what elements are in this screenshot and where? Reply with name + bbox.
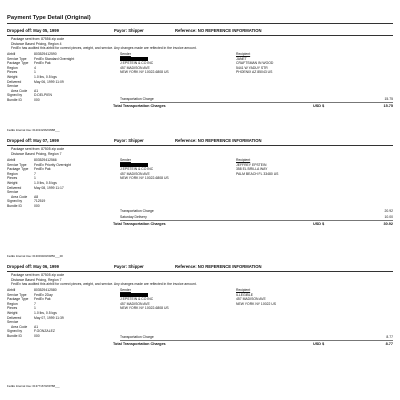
recipient-line: PALM BEACH FL 33480 US bbox=[236, 171, 279, 176]
detail-value: A1 bbox=[34, 88, 39, 93]
sender-line: J EPSTEIN & CO INC bbox=[120, 167, 154, 172]
note-line: Package sent from: 87505 zip code bbox=[11, 147, 65, 151]
internal-use-text: FedEx Internal Use: 012013236/03988___ bbox=[7, 128, 60, 132]
detail-value: 1 bbox=[34, 306, 36, 311]
charge-label: Transportation Charge bbox=[120, 335, 154, 339]
detail-value: May 06, 1999 11:09 bbox=[34, 79, 64, 84]
detail-value: 1 bbox=[34, 176, 36, 181]
total-currency: USD $ bbox=[313, 104, 325, 108]
header-reference: Reference: NO REFERENCE INFORMATION bbox=[175, 264, 262, 269]
detail-value: 8035294125​90 bbox=[34, 52, 57, 56]
recipient-line: JEFFREY EPSTEIN bbox=[236, 162, 267, 167]
detail-label: Service Type bbox=[7, 292, 27, 297]
detail-value: 7 bbox=[34, 171, 36, 176]
sender-label: Sender bbox=[120, 52, 131, 56]
note-line: FedEx has audited this airbill for correct pieces, weight, and service. Any changes made are reflected in the invoice amount. bbox=[11, 46, 197, 51]
shipment-details bbox=[7, 288, 64, 339]
charge-amount: 15.75 bbox=[384, 97, 393, 101]
total-amount: 15.75 bbox=[383, 104, 393, 108]
charge-row bbox=[120, 335, 393, 339]
redaction-bar bbox=[120, 163, 148, 167]
header-dropped: Dropped off: May 05, 1999 bbox=[7, 28, 59, 33]
total-row bbox=[113, 222, 393, 226]
charge-label: Transportation Charge bbox=[120, 209, 154, 213]
total-currency: USD $ bbox=[313, 342, 325, 346]
detail-value: 4 bbox=[34, 65, 36, 70]
redaction-bar bbox=[120, 293, 148, 297]
sender-line: 457 MADISON AVE bbox=[120, 301, 150, 306]
total-label: Total Transportation Charges bbox=[113, 222, 166, 226]
detail-value: FedEx Pak bbox=[34, 61, 51, 66]
section-header bbox=[7, 263, 393, 271]
detail-label: Pieces bbox=[7, 70, 18, 75]
sender-line: J EPSTEIN & CO INC bbox=[120, 297, 154, 302]
internal-use-text: FedEx Internal Use: 013771670/09788___ bbox=[7, 384, 60, 388]
sender-line: J EPSTEIN & CO INC bbox=[120, 61, 154, 66]
detail-label: Area Code bbox=[11, 88, 28, 93]
note-line: FedEx has audited this airbill for correct pieces, weight, and service. Any changes made are reflected in the invoice amount. bbox=[11, 282, 197, 287]
detail-value: A1 bbox=[34, 324, 39, 329]
section-notes bbox=[11, 37, 197, 51]
detail-label: Airbill bbox=[7, 158, 16, 162]
section-notes bbox=[11, 273, 197, 287]
detail-label: Package Type bbox=[7, 297, 29, 302]
recipient-line: 358 EL BRILLA WAY bbox=[236, 167, 268, 172]
shipment-details bbox=[7, 52, 74, 103]
sender-line: 457 MADISON AVE bbox=[120, 65, 150, 70]
sender-block bbox=[120, 52, 169, 75]
detail-row bbox=[7, 204, 71, 209]
sender-line: NEW YORK NY 10022-6808 US bbox=[120, 176, 169, 181]
note-line: Distance Based Pricing, Region 4 bbox=[11, 41, 62, 46]
total-label: Total Transportation Charges bbox=[113, 104, 166, 108]
detail-label: Pieces bbox=[7, 176, 18, 181]
charges-rule bbox=[120, 220, 393, 221]
detail-label: Area Code bbox=[11, 194, 28, 199]
sender-line: 457 MADISON AVE bbox=[120, 171, 150, 176]
detail-label: Signed by bbox=[7, 199, 23, 204]
detail-value: F.GONZALEZ bbox=[34, 329, 55, 334]
recipient-block bbox=[236, 288, 276, 306]
internal-use-line bbox=[7, 384, 60, 388]
recipient-line: JANET bbox=[236, 56, 247, 61]
total-label: Total Transportation Charges bbox=[113, 342, 166, 346]
charge-row bbox=[120, 215, 393, 219]
detail-label: Service Type bbox=[7, 56, 27, 61]
charge-row bbox=[120, 97, 393, 101]
detail-value: 7 bbox=[34, 301, 36, 306]
section-header bbox=[7, 137, 393, 145]
detail-value: 1.0 lbs, 0.5 kgs bbox=[34, 74, 57, 79]
detail-value: 000 bbox=[34, 203, 40, 208]
sender-block bbox=[120, 288, 169, 311]
charge-amount: 8.77 bbox=[386, 335, 393, 339]
header-rule bbox=[7, 35, 393, 36]
detail-value: 1.0 lbs, 0.5 kgs bbox=[34, 180, 57, 185]
shipment-section bbox=[7, 137, 393, 262]
note-line: Package sent from: 87505 zip code bbox=[11, 273, 65, 277]
detail-label: Signed by bbox=[7, 329, 23, 334]
detail-value: 8035294125​66 bbox=[34, 158, 57, 162]
charge-label: Saturday Delivery bbox=[120, 215, 147, 219]
detail-row bbox=[7, 98, 74, 103]
recipient-line: NEW YORK NY 10022 US bbox=[236, 301, 277, 306]
internal-use-line bbox=[7, 128, 60, 132]
charge-label: Transportation Charge bbox=[120, 97, 154, 101]
recipient-line: PHOENIX AZ 85043 US bbox=[236, 70, 273, 75]
detail-value: 712519 bbox=[34, 199, 46, 204]
redaction-bar bbox=[120, 57, 148, 61]
detail-value: 000 bbox=[34, 333, 40, 338]
shipment-section bbox=[7, 263, 393, 388]
detail-label: Weight bbox=[7, 180, 18, 185]
header-payor: Payor: Shipper bbox=[114, 264, 144, 269]
detail-label: Service bbox=[7, 84, 19, 89]
detail-value: 000 bbox=[34, 97, 40, 102]
shipment-details bbox=[7, 158, 71, 209]
charges-rule bbox=[120, 102, 393, 103]
detail-value: D.DELPIEN bbox=[34, 93, 52, 98]
header-rule bbox=[7, 271, 393, 272]
detail-label: Package Type bbox=[7, 167, 29, 172]
sender-line: NEW YORK NY 10022-6808 US bbox=[120, 70, 169, 75]
detail-label: Signed by bbox=[7, 93, 23, 98]
detail-value: May 07, 1999 11:39 bbox=[34, 315, 64, 320]
detail-value: May 08, 1999 11:17 bbox=[34, 185, 64, 190]
note-line: Distance Based Pricing, Region 7 bbox=[11, 277, 62, 282]
detail-label: Bundle ID bbox=[7, 97, 22, 102]
note-line: Package sent from: 87556 zip code bbox=[11, 37, 65, 41]
note-line: Distance Based Pricing, Region 7 bbox=[11, 151, 62, 156]
charges-rule bbox=[120, 340, 393, 341]
detail-label: Bundle ID bbox=[7, 203, 22, 208]
detail-label: Pieces bbox=[7, 306, 18, 311]
recipient-line: 457 MADISON AVE bbox=[236, 297, 266, 302]
detail-value: 1 bbox=[34, 70, 36, 75]
sender-label: Sender bbox=[120, 288, 131, 292]
header-rule bbox=[7, 145, 393, 146]
total-row bbox=[113, 342, 393, 346]
recipient-line: ILLEGIBLE bbox=[236, 292, 253, 297]
detail-label: Airbill bbox=[7, 52, 16, 56]
total-currency: USD $ bbox=[313, 222, 325, 226]
detail-label: Package Type bbox=[7, 61, 29, 66]
section-notes bbox=[11, 147, 64, 156]
section-header bbox=[7, 27, 393, 35]
detail-label: Service bbox=[7, 190, 19, 195]
detail-label: Bundle ID bbox=[7, 333, 22, 338]
detail-label: Region bbox=[7, 171, 18, 176]
detail-label: Weight bbox=[7, 74, 18, 79]
detail-row bbox=[7, 334, 64, 339]
sender-label: Sender bbox=[120, 158, 131, 162]
title-rule bbox=[7, 23, 393, 24]
detail-label: Weight bbox=[7, 310, 18, 315]
header-dropped: Dropped off: May 07, 1999 bbox=[7, 138, 59, 143]
detail-label: Delivered bbox=[7, 315, 22, 320]
charge-row bbox=[120, 209, 393, 213]
total-amount: 8.77 bbox=[385, 342, 393, 346]
sender-line: NEW YORK NY 10022-6808 US bbox=[120, 306, 169, 311]
detail-value: 1.0 lbs, 0.5 kgs bbox=[34, 310, 57, 315]
detail-value: FedEx Priority Overnight bbox=[34, 162, 71, 167]
header-payor: Payor: Shipper bbox=[114, 28, 144, 33]
internal-use-line bbox=[7, 254, 63, 258]
detail-value: FedEx 2Day bbox=[34, 292, 53, 297]
recipient-block bbox=[236, 158, 278, 176]
recipient-line: 5441 W YADUY STR bbox=[236, 65, 268, 70]
detail-label: Airbill bbox=[7, 288, 16, 292]
detail-label: Service Type bbox=[7, 162, 27, 167]
detail-label: Service bbox=[7, 320, 19, 325]
recipient-block bbox=[236, 52, 273, 75]
detail-label: Delivered bbox=[7, 79, 22, 84]
page-title: Payment Type Detail (Original) bbox=[7, 15, 91, 21]
recipient-label: Recipient bbox=[236, 158, 251, 162]
detail-label: Delivered bbox=[7, 185, 22, 190]
shipment-section bbox=[7, 27, 393, 152]
header-dropped: Dropped off: May 06, 1999 bbox=[7, 264, 59, 269]
header-reference: Reference: NO REFERENCE INFORMATION bbox=[175, 28, 262, 33]
detail-value: FedEx Pak bbox=[34, 167, 51, 172]
internal-use-text: FedEx Internal Use: 013003400/04850___00 bbox=[7, 254, 63, 258]
recipient-label: Recipient bbox=[236, 52, 251, 56]
detail-label: Region bbox=[7, 65, 18, 70]
total-row bbox=[113, 104, 393, 108]
recipient-line: CRAFTSMAN IN WOOD bbox=[236, 61, 274, 66]
detail-label: Area Code bbox=[11, 324, 28, 329]
detail-value: FedEx Pak bbox=[34, 297, 51, 302]
header-reference: Reference: NO REFERENCE INFORMATION bbox=[175, 138, 262, 143]
total-amount: 30.92 bbox=[383, 222, 393, 226]
charge-amount: 10.00 bbox=[384, 215, 393, 219]
sender-block bbox=[120, 158, 169, 181]
detail-value: FedEx Standard Overnight bbox=[34, 56, 75, 61]
detail-value: 8035294125​80 bbox=[34, 288, 57, 292]
charge-amount: 20.92 bbox=[384, 209, 393, 213]
detail-value: A8 bbox=[34, 194, 39, 199]
header-payor: Payor: Shipper bbox=[114, 138, 144, 143]
detail-label: Region bbox=[7, 301, 18, 306]
recipient-label: Recipient bbox=[236, 288, 251, 292]
